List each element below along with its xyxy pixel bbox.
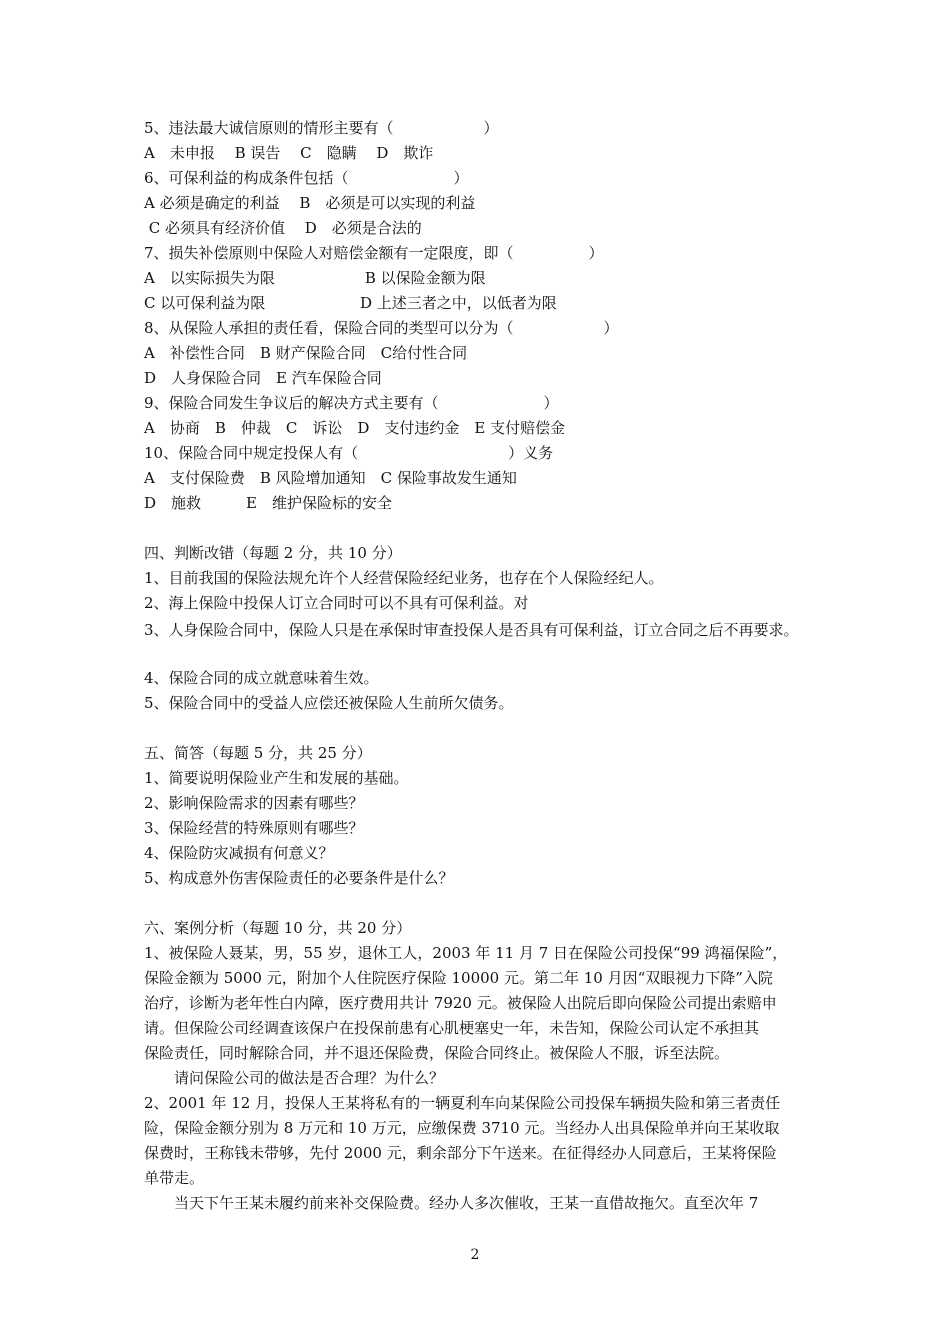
case-2-line-1: 2、2001 年 12 月，投保人王某将私有的一辆夏利车向某保险公司投保车辆损失险和第三者责任: [144, 1094, 781, 1112]
question-7-options-1: A 以实际损失为限 B 以保险金额为限: [144, 269, 486, 287]
question-9-options: A 协商 B 仲裁 C 诉讼 D 支付违约金 E 支付赔偿金: [144, 419, 566, 437]
question-10-options-1: A 支付保险费 B 风险增加通知 C 保险事故发生通知: [144, 469, 517, 487]
question-5: 5、违法最大诚信原则的情形主要有（ ）: [144, 119, 499, 137]
case-2-line-3: 保费时，王称钱未带够，先付 2000 元，剩余部分下午送来。在征得经办人同意后，王某将保险: [144, 1144, 777, 1162]
case-2-line-2: 险，保险金额分别为 8 万元和 10 万元，应缴保费 3710 元。当经办人出具保险单并向王某收取: [144, 1119, 780, 1137]
section-short-answer-heading: 五、简答（每题 5 分，共 25 分）: [144, 744, 372, 762]
page-number: 2: [470, 1247, 480, 1263]
question-7-options-2: C 以可保利益为限 D 上述三者之中，以低者为限: [144, 294, 557, 312]
question-8-options-2: D 人身保险合同 E 汽车保险合同: [144, 369, 382, 387]
question-6-options-2: C 必须具有经济价值 D 必须是合法的: [144, 219, 422, 237]
short-answer-item-5: 5、构成意外伤害保险责任的必要条件是什么？: [144, 869, 454, 887]
section-case-analysis-heading: 六、案例分析（每题 10 分，共 20 分）: [144, 919, 412, 937]
section-true-false-heading: 四、判断改错（每题 2 分，共 10 分）: [144, 544, 402, 562]
case-1-line-1: 1、被保险人聂某，男，55 岁，退休工人，2003 年 11 月 7 日在保险公司投保“99 鸿福保险”，: [144, 944, 788, 962]
case-1-line-4: 请。但保险公司经调查该保户在投保前患有心肌梗塞史一年，未告知，保险公司认定不承担其: [144, 1019, 760, 1037]
question-8-options-1: A 补偿性合同 B 财产保险合同 C给付性合同: [144, 344, 468, 362]
question-10: 10、保险合同中规定投保人有（ ）义务: [144, 444, 554, 462]
case-1-line-3: 治疗，诊断为老年性白内障，医疗费用共计 7920 元。被保险人出院后即向保险公司提出索赔申: [144, 994, 777, 1012]
true-false-item-4: 4、保险合同的成立就意味着生效。: [144, 669, 379, 687]
short-answer-item-4: 4、保险防灾减损有何意义？: [144, 844, 334, 862]
question-6-options-1: A 必须是确定的利益 B 必须是可以实现的利益: [144, 194, 476, 212]
true-false-item-2: 2、海上保险中投保人订立合同时可以不具有可保利益。对: [144, 594, 529, 612]
case-1-question: 请问保险公司的做法是否合理？为什么？: [144, 1069, 445, 1087]
question-10-options-2: D 施救 E 维护保险标的安全: [144, 494, 392, 512]
question-5-options: A 未申报 B 误告 C 隐瞒 D 欺诈: [144, 144, 434, 162]
true-false-item-3: 3、人身保险合同中，保险人只是在承保时审查投保人是否具有可保利益，订立合同之后不再要求。: [144, 621, 799, 639]
case-2-line-5: 当天下午王某未履约前来补交保险费。经办人多次催收，王某一直借故拖欠。直至次年 7: [144, 1194, 759, 1212]
question-6: 6、可保利益的构成条件包括（ ）: [144, 169, 469, 187]
case-1-line-2: 保险金额为 5000 元，附加个人住院医疗保险 10000 元。第二年 10 月因“双眼视力下降”入院: [144, 969, 773, 987]
case-2-line-4: 单带走。: [144, 1169, 205, 1187]
short-answer-item-2: 2、影响保险需求的因素有哪些？: [144, 794, 364, 812]
case-1-line-5: 保险责任，同时解除合同，并不退还保险费，保险合同终止。被保险人不服，诉至法院。: [144, 1044, 730, 1062]
short-answer-item-3: 3、保险经营的特殊原则有哪些？: [144, 819, 364, 837]
true-false-item-1: 1、目前我国的保险法规允许个人经营保险经纪业务，也存在个人保险经纪人。: [144, 569, 664, 587]
true-false-item-5: 5、保险合同中的受益人应偿还被保险人生前所欠债务。: [144, 694, 514, 712]
question-8: 8、从保险人承担的责任看，保险合同的类型可以分为（ ）: [144, 319, 619, 337]
short-answer-item-1: 1、简要说明保险业产生和发展的基础。: [144, 769, 409, 787]
question-7: 7、损失补偿原则中保险人对赔偿金额有一定限度，即（ ）: [144, 244, 604, 262]
question-9: 9、保险合同发生争议后的解决方式主要有（ ）: [144, 394, 559, 412]
